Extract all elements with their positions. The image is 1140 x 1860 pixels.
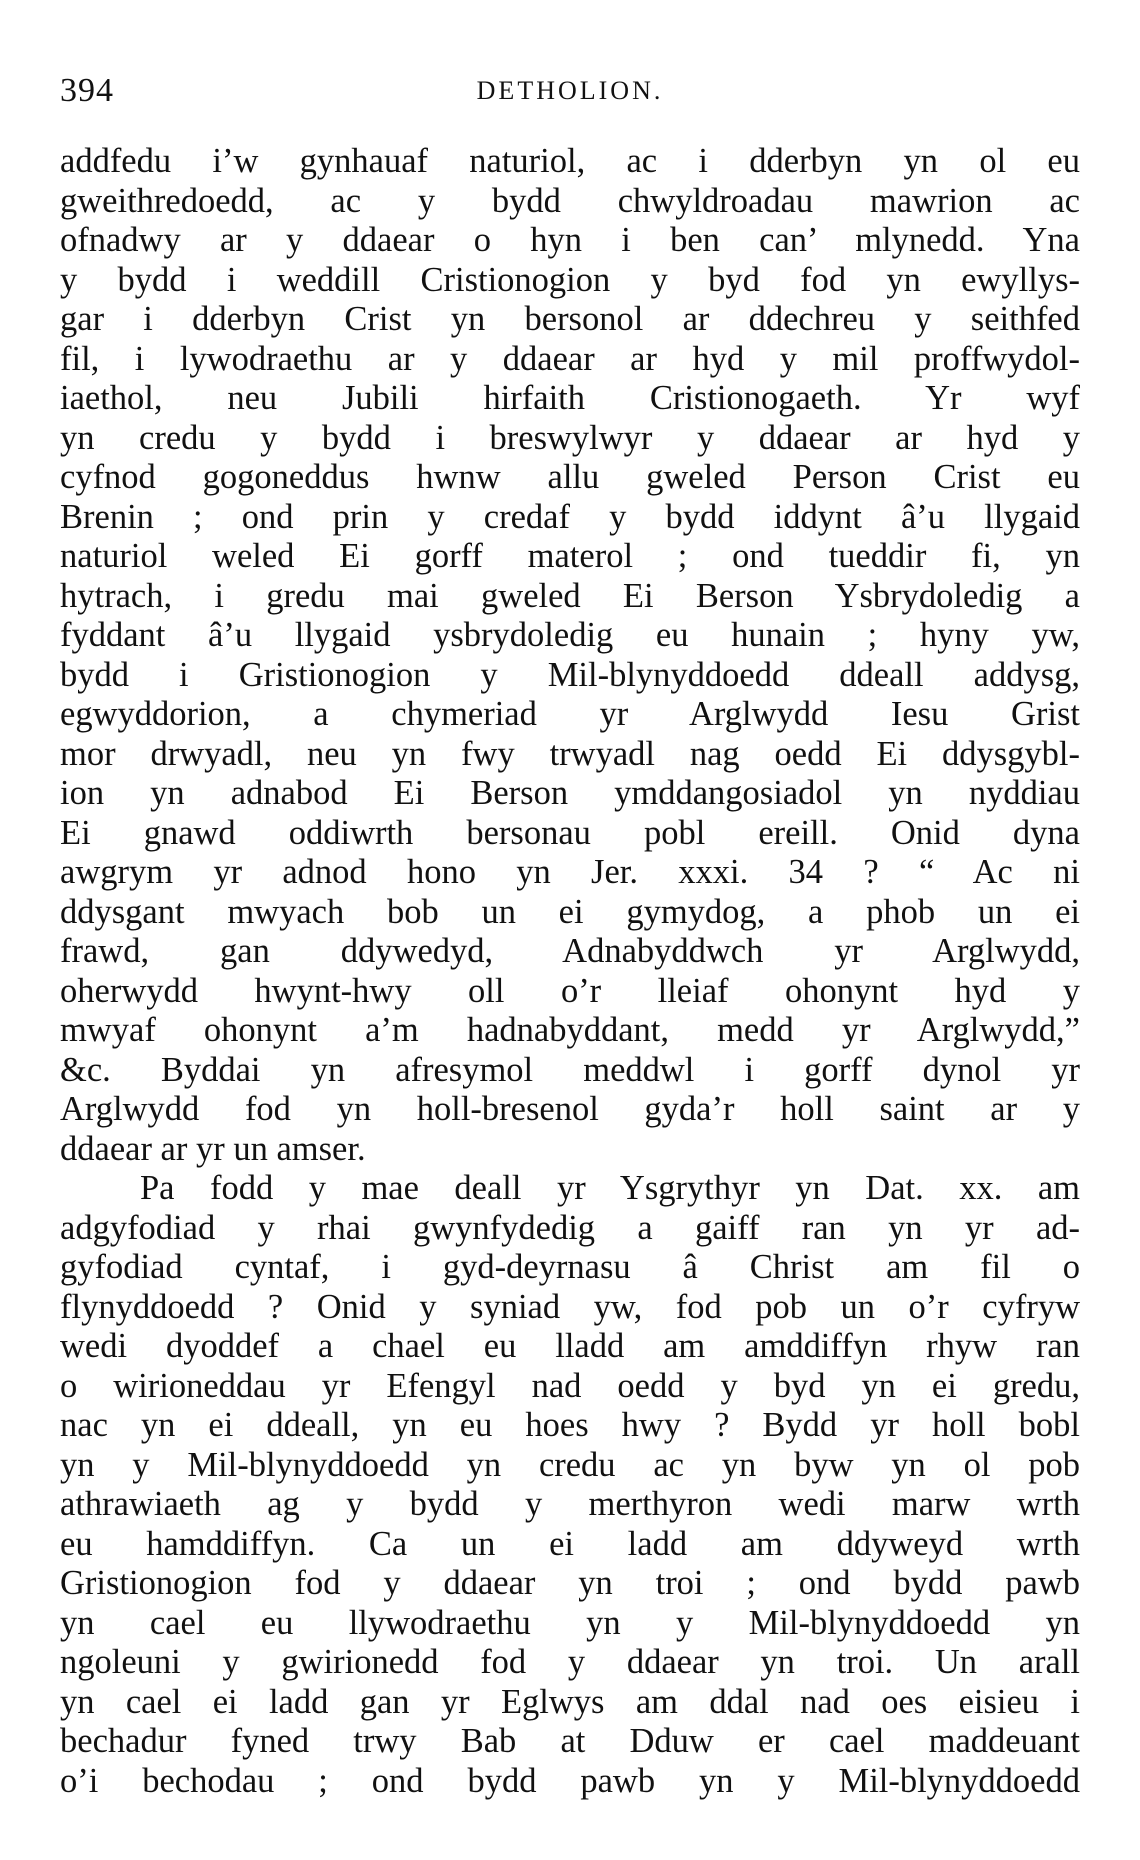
text-line: y bydd i weddill Cristionogion y byd fod yn ewyllys- [60,260,1080,299]
body-text [60,142,1080,1801]
text-line: Brenin ; ond prin y credaf y bydd iddynt â’u llygaid [60,497,1080,536]
text-line: wedi dyoddef a chael eu lladd am amddiffyn rhyw ran [60,1327,1080,1365]
text-line: athrawiaeth ag y bydd y merthyron wedi marw wrth [60,1485,1080,1523]
text-line: ofnadwy ar y ddaear o hyn i ben can’ mlynedd. Yna [60,221,1080,259]
text-line: nac yn ei ddeall, yn eu hoes hwy ? Bydd yr holl bobl [60,1406,1080,1444]
page-number: 394 [60,72,114,109]
text-line: o wirioneddau yr Efengyl nad oedd y byd yn ei gredu, [60,1366,1080,1405]
text-line: flynyddoedd ? Onid y syniad yw, fod pob un o’r cyfryw [60,1287,1080,1326]
paragraph-2 [60,1169,1080,1801]
text-line: hytrach, i gredu mai gweled Ei Berson Ysbrydoledig a [60,576,1080,615]
text-line: mwyaf ohonynt a’m hadnabyddant, medd yr Arglwydd,” [60,1011,1080,1049]
text-line: oherwydd hwynt-hwy oll o’r lleiaf ohonynt hyd y [60,971,1080,1010]
text-line: naturiol weled Ei gorff materol ; ond tueddir fi, yn [60,537,1080,575]
text-line: yn credu y bydd i breswylwyr y ddaear ar hyd y [60,418,1080,457]
text-line: ddysgant mwyach bob un ei gymydog, a phob un ei [60,892,1080,931]
text-line: ngoleuni y gwirionedd fod y ddaear yn troi. Un arall [60,1643,1080,1681]
text-line: yn cael eu llywodraethu yn y Mil-blynyddoedd yn [60,1603,1080,1642]
paragraph-1 [60,142,1080,1169]
text-line: Gristionogion fod y ddaear yn troi ; ond bydd pawb [60,1564,1080,1602]
text-line: mor drwyadl, neu yn fwy trwyadl nag oedd Ei ddysgybl- [60,734,1080,773]
text-line: bechadur fyned trwy Bab at Dduw er cael maddeuant [60,1722,1080,1760]
text-line: gyfodiad cyntaf, i gyd-deyrnasu â Christ am fil o [60,1248,1080,1286]
text-line: ion yn adnabod Ei Berson ymddangosiadol yn nyddiau [60,774,1080,812]
text-line: iaethol, neu Jubili hirfaith Cristionogaeth. Yr wyf [60,379,1080,417]
text-line: adgyfodiad y rhai gwynfydedig a gaiff ran yn yr ad- [60,1208,1080,1247]
text-line: cyfnod gogoneddus hwnw allu gweled Person Crist eu [60,458,1080,496]
text-line: frawd, gan ddywedyd, Adnabyddwch yr Arglwydd, [60,932,1080,970]
text-line: &c. Byddai yn afresymol meddwl i gorff dynol yr [60,1050,1080,1089]
text-line: fil, i lywodraethu ar y ddaear ar hyd y mil proffwydol- [60,339,1080,378]
text-line: ddaear ar yr un amser. [60,1129,366,1168]
text-line: bydd i Gristionogion y Mil-blynyddoedd ddeall addysg, [60,655,1080,694]
running-title: DETHOLION. [476,76,664,105]
text-line: gar i dderbyn Crist yn bersonol ar ddechreu y seithfed [60,300,1080,338]
text-line: o’i bechodau ; ond bydd pawb yn y Mil-blynyddoedd [60,1761,1080,1800]
text-line: Arglwydd fod yn holl-bresenol gyda’r holl saint ar y [60,1090,1080,1128]
text-line: Pa fodd y mae deall yr Ysgrythyr yn Dat. xx. am [140,1169,1080,1207]
text-line: yn cael ei ladd gan yr Eglwys am ddal nad oes eisieu i [60,1682,1080,1721]
text-line: Ei gnawd oddiwrth bersonau pobl ereill. Onid dyna [60,813,1080,852]
text-line: yn y Mil-blynyddoedd yn credu ac yn byw yn ol pob [60,1445,1080,1484]
running-head [60,72,1080,112]
text-line: egwyddorion, a chymeriad yr Arglwydd Iesu Grist [60,695,1080,733]
text-line: addfedu i’w gynhauaf naturiol, ac i dderbyn yn ol eu [60,142,1080,180]
text-line: eu hamddiffyn. Ca un ei ladd am ddyweyd wrth [60,1524,1080,1563]
text-line: awgrym yr adnod hono yn Jer. xxxi. 34 ? “ Ac ni [60,853,1080,891]
text-line: gweithredoedd, ac y bydd chwyldroadau mawrion ac [60,181,1080,220]
text-line: fyddant â’u llygaid ysbrydoledig eu hunain ; hyny yw, [60,616,1080,654]
